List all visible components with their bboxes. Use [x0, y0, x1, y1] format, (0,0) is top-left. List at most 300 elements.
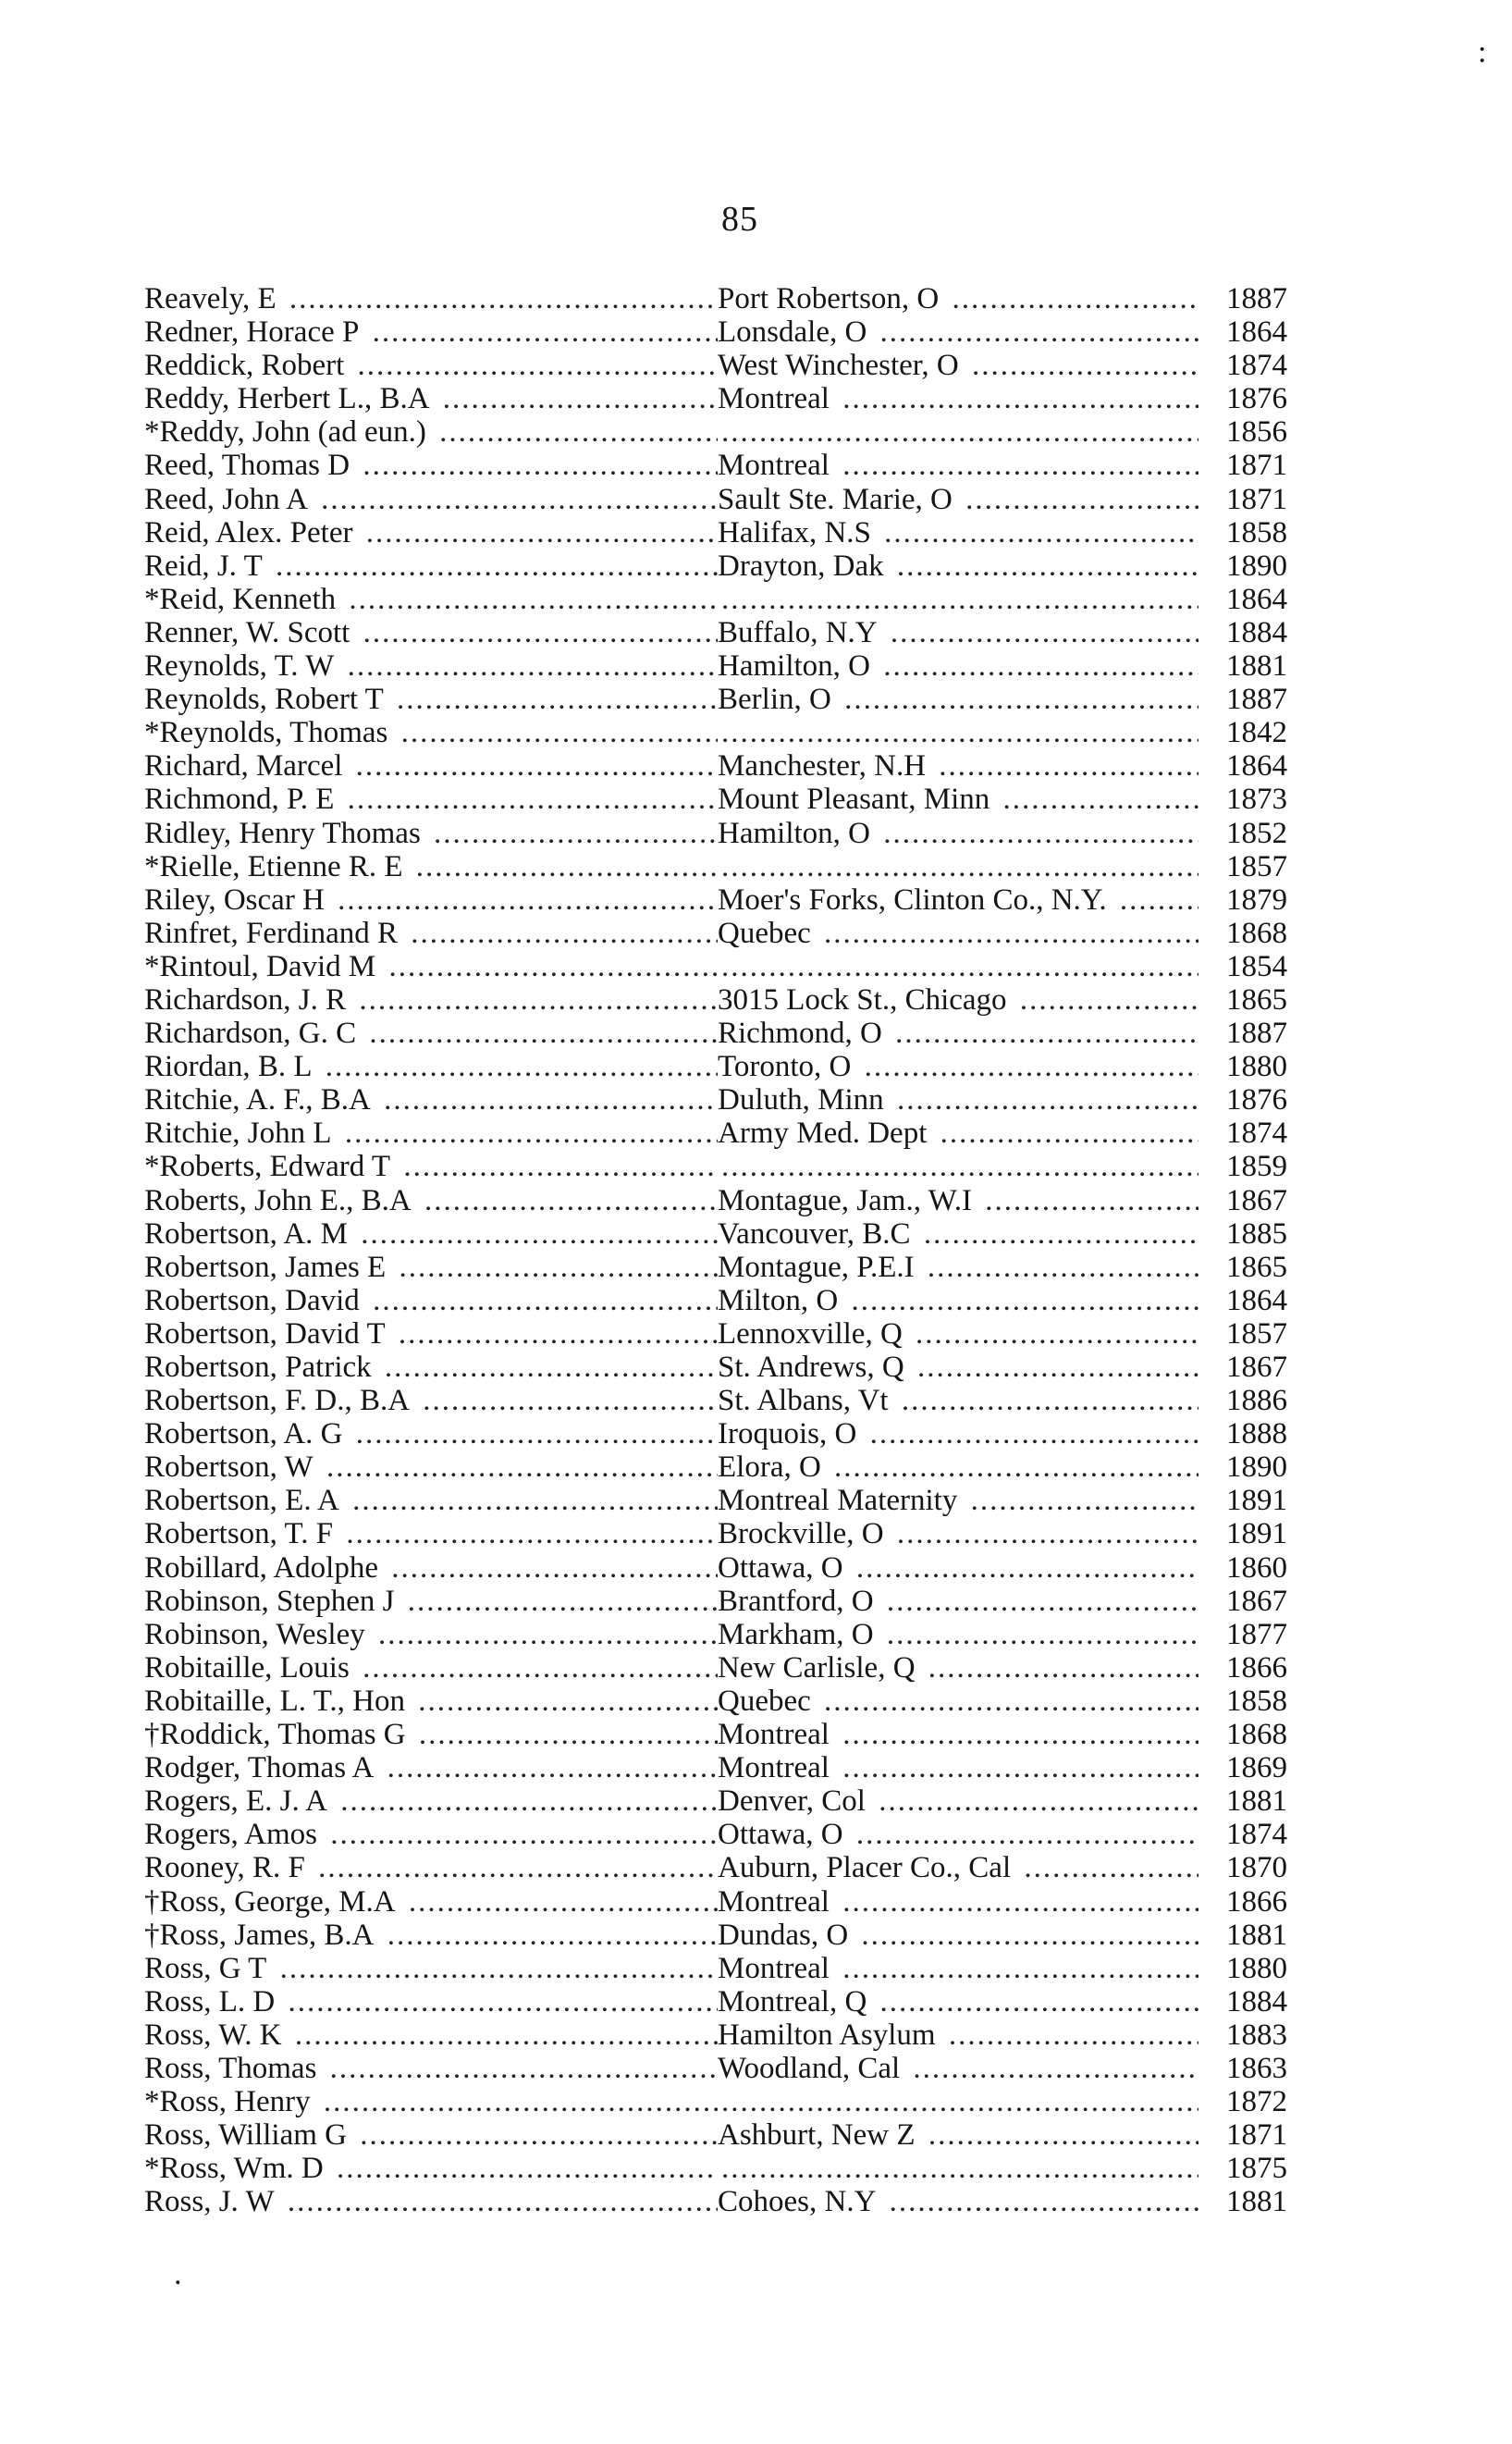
- entry-name-cell: [144, 1384, 718, 1417]
- entry-name: Robinson, Stephen J: [144, 1585, 398, 1618]
- ledger-row: [144, 1784, 1287, 1818]
- entry-year: 1867: [1213, 1585, 1287, 1618]
- entry-year: 1869: [1213, 1751, 1287, 1784]
- entry-place-cell: [718, 1150, 1199, 1183]
- entry-year: 1890: [1213, 549, 1287, 583]
- entry-name-cell: [144, 1952, 718, 1985]
- ledger-row: [144, 1952, 1287, 1985]
- entry-place-cell: [718, 1351, 1199, 1384]
- entry-year: 1881: [1213, 1919, 1287, 1952]
- entry-name: Ross, Thomas: [144, 2052, 320, 2085]
- entry-year: 1880: [1213, 1952, 1287, 1985]
- entry-name: *Reddy, John (ad eun.): [144, 415, 430, 449]
- entry-place-cell: [718, 2185, 1199, 2218]
- entry-name-cell: [144, 2118, 718, 2152]
- ledger-row: [144, 1851, 1287, 1884]
- entry-place: Montague, Jam., W.I: [718, 1184, 976, 1217]
- entry-year: 1880: [1213, 1050, 1287, 1083]
- ledger-row: [144, 1985, 1287, 2018]
- entry-place: [718, 583, 721, 616]
- entry-name-cell: [144, 1919, 718, 1952]
- entry-name: *Rintoul, David M: [144, 950, 379, 983]
- ledger-row: [144, 315, 1287, 349]
- entry-name-cell: [144, 415, 718, 449]
- entry-place: Auburn, Placer Co., Cal: [718, 1851, 1014, 1884]
- entry-place-cell: [718, 1685, 1199, 1718]
- entry-place: Toronto, O: [718, 1050, 854, 1083]
- ledger-row: [144, 549, 1287, 583]
- entry-place: Halifax, N.S: [718, 516, 875, 549]
- entry-place-cell: [718, 315, 1199, 349]
- ledger-row: [144, 1017, 1287, 1050]
- entry-place: Manchester, N.H: [718, 749, 929, 783]
- entry-place-cell: [718, 1784, 1199, 1818]
- ledger-row: [144, 616, 1287, 649]
- entry-name: *Roberts, Edward T: [144, 1150, 394, 1183]
- entry-year: 1885: [1213, 1217, 1287, 1251]
- entry-name-cell: [144, 549, 718, 583]
- entry-year: 1874: [1213, 349, 1287, 382]
- ledger-row: [144, 1417, 1287, 1450]
- entry-year: 1881: [1213, 649, 1287, 683]
- ledger-row: [144, 783, 1287, 816]
- entry-name: Reynolds, Robert T: [144, 683, 387, 716]
- entry-year: 1877: [1213, 1618, 1287, 1651]
- entry-year: 1860: [1213, 1551, 1287, 1585]
- entry-name-cell: [144, 2152, 718, 2185]
- entry-name-cell: [144, 749, 718, 783]
- entry-place: Montreal: [718, 1751, 833, 1784]
- entry-place-cell: [718, 1384, 1199, 1417]
- entry-place: 3015 Lock St., Chicago: [718, 983, 1011, 1017]
- ledger-row: [144, 2052, 1287, 2085]
- entry-year: 1864: [1213, 749, 1287, 783]
- entry-name: Robitaille, Louis: [144, 1651, 353, 1685]
- entry-year: 1867: [1213, 1351, 1287, 1384]
- entry-name-cell: [144, 1551, 718, 1585]
- entry-name-cell: [144, 883, 718, 917]
- ledger-row: [144, 749, 1287, 783]
- entry-name: Richardson, J. R: [144, 983, 350, 1017]
- ledger-row: [144, 449, 1287, 482]
- entry-name-cell: [144, 1885, 718, 1919]
- entry-year: 1866: [1213, 1885, 1287, 1919]
- ledger-row: [144, 917, 1287, 950]
- ledger-row: [144, 1718, 1287, 1751]
- entry-name: *Rielle, Etienne R. E: [144, 850, 407, 883]
- entry-year: 1842: [1213, 716, 1287, 749]
- entry-name: Robertson, David T: [144, 1317, 389, 1351]
- entry-year: 1876: [1213, 382, 1287, 415]
- entry-name: Robertson, W: [144, 1450, 317, 1484]
- entry-name: Robertson, F. D., B.A: [144, 1384, 413, 1417]
- entry-place-cell: [718, 415, 1199, 449]
- entry-place-cell: [718, 649, 1199, 683]
- entry-year: 1871: [1213, 483, 1287, 516]
- entry-year: 1884: [1213, 616, 1287, 649]
- entry-name: Reed, Thomas D: [144, 449, 353, 482]
- entry-year: 1863: [1213, 2052, 1287, 2085]
- entry-place-cell: [718, 1919, 1199, 1952]
- entry-place: Army Med. Dept: [718, 1117, 930, 1150]
- ledger-row: [144, 1150, 1287, 1183]
- entry-place-cell: [718, 1484, 1199, 1517]
- ledger-row: [144, 1919, 1287, 1952]
- entry-place: Denver, Col: [718, 1784, 869, 1818]
- entry-place-cell: [718, 1618, 1199, 1651]
- entry-place-cell: [718, 616, 1199, 649]
- entry-year: 1884: [1213, 1985, 1287, 2018]
- entry-place: Lonsdale, O: [718, 315, 870, 349]
- entry-place-cell: [718, 1651, 1199, 1685]
- entry-year: 1881: [1213, 1784, 1287, 1818]
- entry-name-cell: [144, 516, 718, 549]
- entry-year: 1871: [1213, 2118, 1287, 2152]
- entry-place-cell: [718, 2018, 1199, 2052]
- entry-place: Montreal: [718, 382, 833, 415]
- entry-name: Robertson, James E: [144, 1251, 389, 1284]
- entry-name-cell: [144, 1517, 718, 1550]
- ledger-row: [144, 1484, 1287, 1517]
- entry-place: [718, 415, 721, 449]
- entry-place: Brockville, O: [718, 1517, 888, 1550]
- entry-place-cell: [718, 449, 1199, 482]
- entry-place-cell: [718, 583, 1199, 616]
- entry-place-cell: [718, 516, 1199, 549]
- stray-mark: .: [174, 2257, 182, 2291]
- ledger-row: [144, 349, 1287, 382]
- entry-name-cell: [144, 783, 718, 816]
- entry-place: Montreal: [718, 449, 833, 482]
- entry-place: [718, 716, 721, 749]
- ledger-row: [144, 817, 1287, 850]
- entry-place: [718, 2085, 721, 2118]
- entry-name-cell: [144, 1651, 718, 1685]
- entry-name-cell: [144, 1184, 718, 1217]
- entry-place: Sault Ste. Marie, O: [718, 483, 956, 516]
- entry-name-cell: [144, 382, 718, 415]
- entry-place-cell: [718, 2085, 1199, 2118]
- entry-name-cell: [144, 1985, 718, 2018]
- entry-name-cell: [144, 1751, 718, 1784]
- alumni-ledger: [144, 282, 1287, 2218]
- entry-place-cell: [718, 483, 1199, 516]
- entry-year: 1890: [1213, 1450, 1287, 1484]
- ledger-row: [144, 2185, 1287, 2218]
- entry-place: [718, 850, 721, 883]
- entry-name: Robertson, A. M: [144, 1217, 351, 1251]
- entry-place: Moer's Forks, Clinton Co., N.Y.: [718, 883, 1111, 917]
- entry-name: Roberts, John E., B.A: [144, 1184, 415, 1217]
- entry-name: Ritchie, John L: [144, 1117, 336, 1150]
- entry-year: 1888: [1213, 1417, 1287, 1450]
- entry-place-cell: [718, 1251, 1199, 1284]
- entry-name-cell: [144, 1050, 718, 1083]
- entry-year: 1871: [1213, 449, 1287, 482]
- entry-year: 1883: [1213, 2018, 1287, 2052]
- entry-place-cell: [718, 817, 1199, 850]
- entry-year: 1891: [1213, 1484, 1287, 1517]
- entry-name: *Reynolds, Thomas: [144, 716, 391, 749]
- entry-year: 1891: [1213, 1517, 1287, 1550]
- ledger-row: [144, 2118, 1287, 2152]
- entry-year: 1881: [1213, 2185, 1287, 2218]
- entry-name: Robertson, E. A: [144, 1484, 343, 1517]
- entry-name-cell: [144, 1851, 718, 1884]
- entry-name-cell: [144, 2052, 718, 2085]
- entry-place: Brantford, O: [718, 1585, 878, 1618]
- entry-place: Woodland, Cal: [718, 2052, 904, 2085]
- ledger-row: [144, 1251, 1287, 1284]
- entry-name: Ridley, Henry Thomas: [144, 817, 424, 850]
- entry-place-cell: [718, 1017, 1199, 1050]
- ledger-row: [144, 1284, 1287, 1317]
- entry-place-cell: [718, 1117, 1199, 1150]
- entry-place: Montague, P.E.I: [718, 1251, 918, 1284]
- ledger-row: [144, 1050, 1287, 1083]
- entry-name: Redner, Horace P: [144, 315, 363, 349]
- entry-name-cell: [144, 1217, 718, 1251]
- entry-name-cell: [144, 2018, 718, 2052]
- entry-name-cell: [144, 1618, 718, 1651]
- ledger-row: [144, 850, 1287, 883]
- entry-name-cell: [144, 1417, 718, 1450]
- entry-name-cell: [144, 1117, 718, 1150]
- entry-year: 1875: [1213, 2152, 1287, 2185]
- entry-place: Montreal: [718, 1718, 833, 1751]
- entry-name: Riordan, B. L: [144, 1050, 315, 1083]
- entry-place: Richmond, O: [718, 1017, 886, 1050]
- entry-year: 1874: [1213, 1117, 1287, 1150]
- entry-name: Rogers, Amos: [144, 1818, 321, 1851]
- entry-place: Dundas, O: [718, 1919, 852, 1952]
- ledger-row: [144, 483, 1287, 516]
- ledger-row: [144, 282, 1287, 315]
- entry-place: Montreal Maternity: [718, 1484, 961, 1517]
- entry-place-cell: [718, 1450, 1199, 1484]
- entry-year: 1864: [1213, 583, 1287, 616]
- entry-place: Quebec: [718, 917, 815, 950]
- entry-place: [718, 950, 721, 983]
- entry-name: Ross, J. W: [144, 2185, 278, 2218]
- ledger-row: [144, 683, 1287, 716]
- entry-name-cell: [144, 649, 718, 683]
- entry-name: †Ross, George, M.A: [144, 1885, 400, 1919]
- entry-place-cell: [718, 1985, 1199, 2018]
- entry-name-cell: [144, 1317, 718, 1351]
- entry-place-cell: [718, 1851, 1199, 1884]
- entry-year: 1858: [1213, 516, 1287, 549]
- entry-place-cell: [718, 1952, 1199, 1985]
- entry-year: 1857: [1213, 850, 1287, 883]
- ledger-row: [144, 1551, 1287, 1585]
- ledger-row: [144, 1517, 1287, 1550]
- entry-year: 1870: [1213, 1851, 1287, 1884]
- entry-place-cell: [718, 917, 1199, 950]
- entry-name: Robertson, T. F: [144, 1517, 337, 1550]
- entry-name: *Ross, Wm. D: [144, 2152, 327, 2185]
- entry-name: Reid, J. T: [144, 549, 266, 583]
- entry-name: Robertson, David: [144, 1284, 363, 1317]
- entry-year: 1868: [1213, 917, 1287, 950]
- entry-name: Richmond, P. E: [144, 783, 338, 816]
- entry-name-cell: [144, 583, 718, 616]
- entry-place: West Winchester, O: [718, 349, 963, 382]
- entry-name-cell: [144, 349, 718, 382]
- entry-place-cell: [718, 349, 1199, 382]
- entry-place: Vancouver, B.C: [718, 1217, 915, 1251]
- entry-place-cell: [718, 1718, 1199, 1751]
- entry-place-cell: [718, 850, 1199, 883]
- ledger-row: [144, 883, 1287, 917]
- entry-year: 1864: [1213, 315, 1287, 349]
- entry-name: Reddick, Robert: [144, 349, 348, 382]
- entry-year: 1872: [1213, 2085, 1287, 2118]
- entry-year: 1868: [1213, 1718, 1287, 1751]
- ledger-row: [144, 1351, 1287, 1384]
- entry-name: Reddy, Herbert L., B.A: [144, 382, 434, 415]
- entry-place-cell: [718, 1284, 1199, 1317]
- entry-place: Cohoes, N.Y: [718, 2185, 879, 2218]
- ledger-row: [144, 2085, 1287, 2118]
- entry-name-cell: [144, 1818, 718, 1851]
- entry-place: Port Robertson, O: [718, 282, 942, 315]
- ledger-row: [144, 1885, 1287, 1919]
- entry-name-cell: [144, 315, 718, 349]
- entry-place-cell: [718, 1083, 1199, 1117]
- entry-name-cell: [144, 1351, 718, 1384]
- entry-name-cell: [144, 2185, 718, 2218]
- entry-place: [718, 1150, 721, 1183]
- entry-place-cell: [718, 1551, 1199, 1585]
- entry-name-cell: [144, 917, 718, 950]
- entry-name-cell: [144, 1150, 718, 1183]
- entry-place-cell: [718, 1585, 1199, 1618]
- entry-name-cell: [144, 1083, 718, 1117]
- entry-name-cell: [144, 1685, 718, 1718]
- entry-place-cell: [718, 783, 1199, 816]
- entry-place-cell: [718, 1818, 1199, 1851]
- entry-place: Lennoxville, Q: [718, 1317, 906, 1351]
- ledger-row: [144, 1751, 1287, 1784]
- entry-place: Montreal: [718, 1952, 833, 1985]
- entry-name: Robillard, Adolphe: [144, 1551, 382, 1585]
- entry-place-cell: [718, 983, 1199, 1017]
- entry-place-cell: [718, 716, 1199, 749]
- entry-year: 1865: [1213, 1251, 1287, 1284]
- entry-year: 1865: [1213, 983, 1287, 1017]
- ledger-row: [144, 1117, 1287, 1150]
- entry-name: *Reid, Kenneth: [144, 583, 339, 616]
- ledger-row: [144, 950, 1287, 983]
- entry-year: 1864: [1213, 1284, 1287, 1317]
- entry-name-cell: [144, 1718, 718, 1751]
- entry-name: Ross, L. D: [144, 1985, 278, 2018]
- entry-place-cell: [718, 1184, 1199, 1217]
- entry-year: 1876: [1213, 1083, 1287, 1117]
- entry-name-cell: [144, 983, 718, 1017]
- entry-place: Hamilton Asylum: [718, 2018, 940, 2052]
- entry-name-cell: [144, 716, 718, 749]
- entry-name: Ross, W. K: [144, 2018, 286, 2052]
- entry-place: New Carlisle, Q: [718, 1651, 919, 1685]
- entry-name: Reed, John A: [144, 483, 312, 516]
- entry-name: Renner, W. Scott: [144, 616, 353, 649]
- entry-name-cell: [144, 817, 718, 850]
- entry-place-cell: [718, 950, 1199, 983]
- entry-name-cell: [144, 1251, 718, 1284]
- entry-year: 1858: [1213, 1685, 1287, 1718]
- entry-name-cell: [144, 1284, 718, 1317]
- entry-name-cell: [144, 2085, 718, 2118]
- entry-year: 1854: [1213, 950, 1287, 983]
- ledger-row: [144, 1585, 1287, 1618]
- entry-place-cell: [718, 1317, 1199, 1351]
- entry-name-cell: [144, 950, 718, 983]
- ledger-row: [144, 1618, 1287, 1651]
- entry-place: Berlin, O: [718, 683, 835, 716]
- entry-year: 1887: [1213, 1017, 1287, 1050]
- entry-place-cell: [718, 1217, 1199, 1251]
- entry-name: †Ross, James, B.A: [144, 1919, 377, 1952]
- ledger-row: [144, 583, 1287, 616]
- entry-name-cell: [144, 683, 718, 716]
- entry-name: Rodger, Thomas A: [144, 1751, 377, 1784]
- ledger-row: [144, 415, 1287, 449]
- ledger-row: [144, 1685, 1287, 1718]
- entry-place: Ottawa, O: [718, 1818, 847, 1851]
- ledger-row: [144, 1083, 1287, 1117]
- entry-place-cell: [718, 883, 1199, 917]
- entry-year: 1867: [1213, 1184, 1287, 1217]
- entry-place: Iroquois, O: [718, 1417, 860, 1450]
- entry-year: 1859: [1213, 1150, 1287, 1183]
- entry-name: Robertson, Patrick: [144, 1351, 375, 1384]
- ledger-row: [144, 516, 1287, 549]
- entry-name: Richard, Marcel: [144, 749, 346, 783]
- entry-year: 1887: [1213, 282, 1287, 315]
- entry-place-cell: [718, 1417, 1199, 1450]
- entry-place-cell: [718, 382, 1199, 415]
- entry-place: Duluth, Minn: [718, 1083, 888, 1117]
- entry-name-cell: [144, 1585, 718, 1618]
- entry-place: Markham, O: [718, 1618, 878, 1651]
- entry-name: Reavely, E: [144, 282, 280, 315]
- entry-name-cell: [144, 282, 718, 315]
- entry-place: Ottawa, O: [718, 1551, 847, 1585]
- ledger-row: [144, 716, 1287, 749]
- entry-name: Rooney, R. F: [144, 1851, 309, 1884]
- entry-name-cell: [144, 850, 718, 883]
- entry-place-cell: [718, 2152, 1199, 2185]
- entry-name: Richardson, G. C: [144, 1017, 360, 1050]
- entry-name: Ross, G T: [144, 1952, 270, 1985]
- ledger-row: [144, 2018, 1287, 2052]
- entry-place-cell: [718, 749, 1199, 783]
- ledger-row: [144, 1317, 1287, 1351]
- entry-place-cell: [718, 549, 1199, 583]
- entry-name: Riley, Oscar H: [144, 883, 328, 917]
- entry-place: [718, 2152, 721, 2185]
- entry-name-cell: [144, 1784, 718, 1818]
- entry-place: Quebec: [718, 1685, 815, 1718]
- entry-name-cell: [144, 616, 718, 649]
- entry-name: Reid, Alex. Peter: [144, 516, 356, 549]
- entry-name-cell: [144, 1017, 718, 1050]
- entry-name-cell: [144, 1450, 718, 1484]
- ledger-row: [144, 1818, 1287, 1851]
- corner-mark: :: [1478, 35, 1487, 69]
